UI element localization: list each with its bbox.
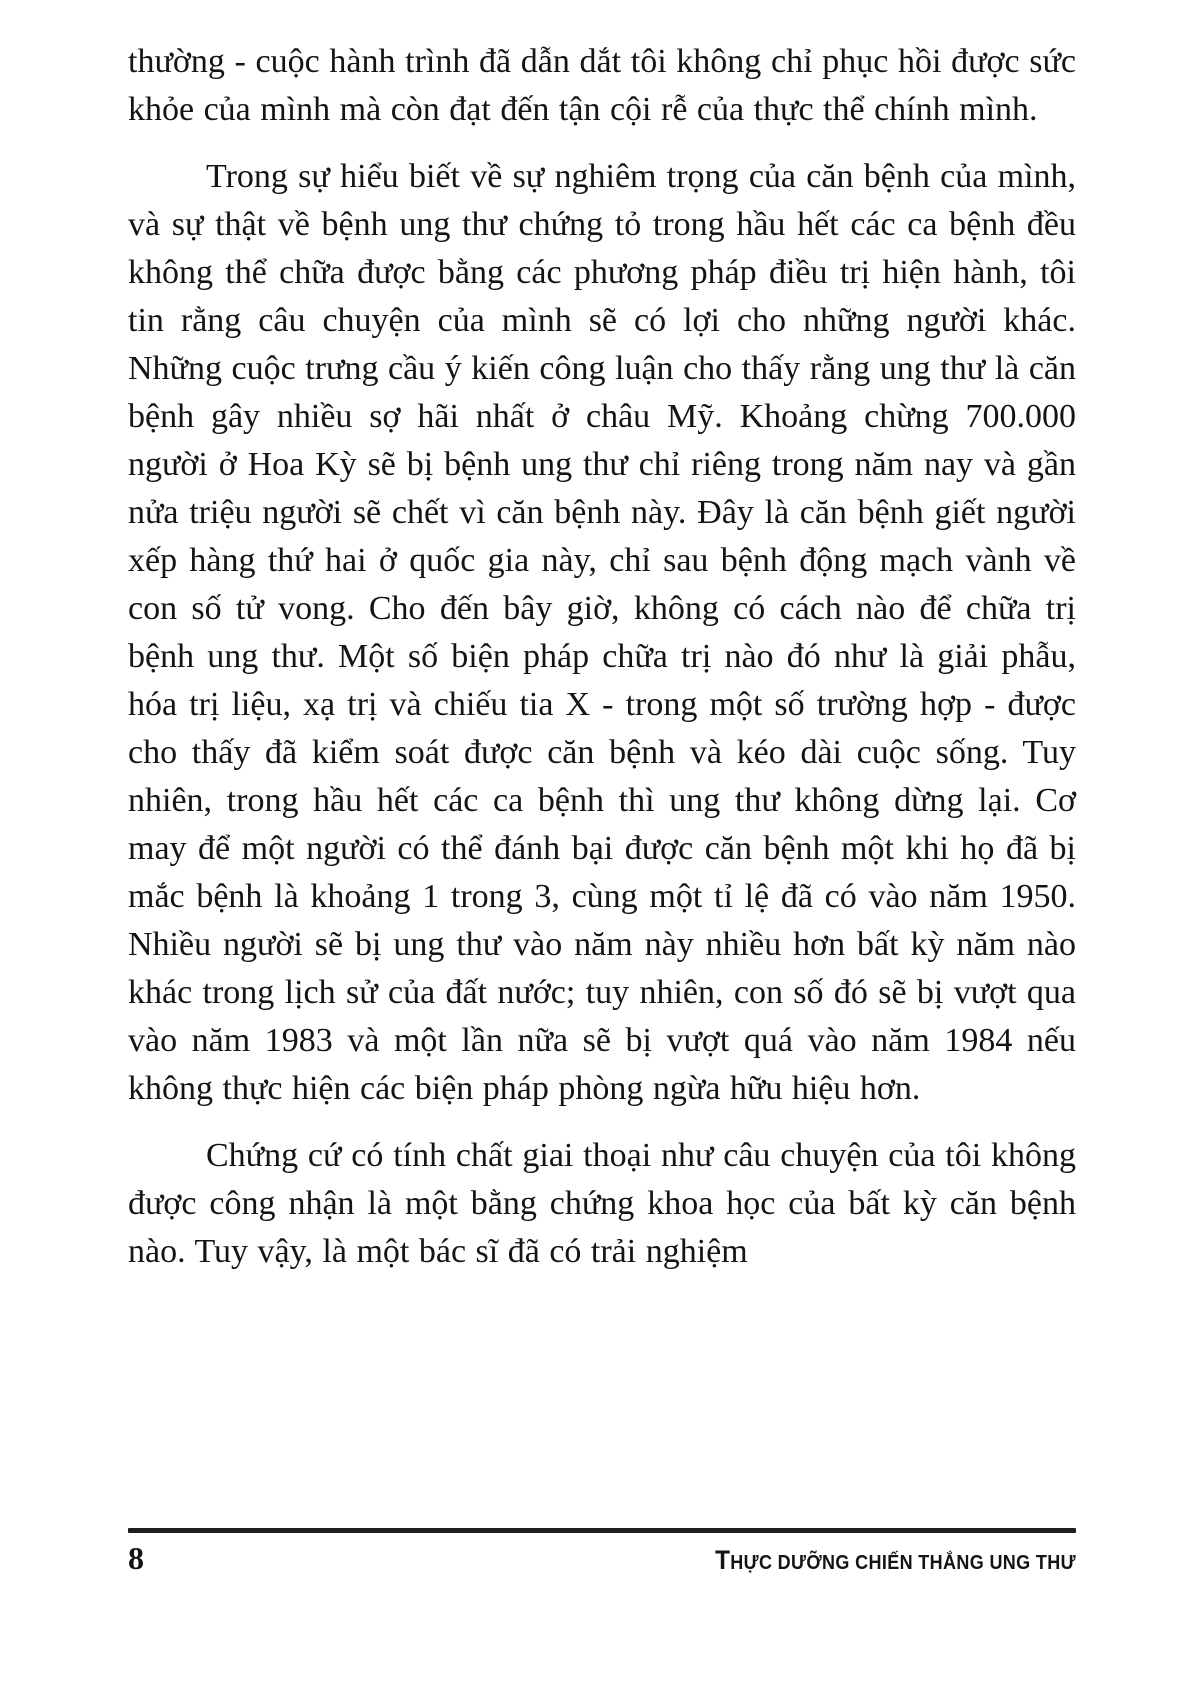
body-paragraph: Chứng cứ có tính chất giai thoại như câu chuyện của tôi không được công nhận là một bằng chứng khoa học của bất kỳ căn bệnh nào. Tuy vậy, là một bác sĩ đã có trải nghiệm [128,1137,1076,1270]
footer-divider [128,1528,1076,1533]
page-number: 8 [128,1540,144,1576]
body-paragraph: Trong sự hiểu biết về sự nghiêm trọng của căn bệnh của mình, và sự thật về bệnh ung thư chứng tỏ trong hầu hết các ca bệnh đều không thể chữa được bằng các phương pháp điều trị hiện hành, tôi tin rằng câu chuyện của mình sẽ có lợi cho những người khác. Những cuộc trưng cầu ý kiến công luận cho thấy rằng ung thư là căn bệnh gây nhiều sợ hãi nhất ở châu Mỹ. Khoảng chừng 700.000 người ở Hoa Kỳ sẽ bị bệnh ung thư chỉ riêng trong năm nay và gần nửa triệu người sẽ chết vì căn bệnh này. Đây là căn bệnh giết người xếp hàng thứ hai ở quốc gia này, chỉ sau bệnh động mạch vành về con số tử vong. Cho đến bây giờ, không có cách nào để chữa trị bệnh ung thư. Một số biện pháp chữa trị nào đó như là giải phẫu, hóa trị liệu, xạ trị và chiếu tia X - trong một số trường hợp - được cho thấy đã kiểm soát được căn bệnh và kéo dài cuộc sống. Tuy nhiên, trong hầu hết các ca bệnh thì ung thư không dừng lại. Cơ may để một người có thể đánh bại được căn bệnh một khi họ đã bị mắc bệnh là khoảng 1 trong 3, cùng một tỉ lệ đã có vào năm 1950. Nhiều người sẽ bị ung thư vào năm này nhiều hơn bất kỳ năm nào khác trong lịch sử của đất nước; tuy nhiên, con số đó sẽ bị vượt qua vào năm 1983 và một lần nữa sẽ bị vượt quá vào năm 1984 nếu không thực hiện các biện pháp phòng ngừa hữu hiệu hơn. [128,158,1076,1107]
body-paragraph: thường - cuộc hành trình đã dẫn dắt tôi không chỉ phục hồi được sức khỏe của mình mà còn đạt đến tận cội rễ của thực thể chính mình. [128,43,1076,128]
footer-row [128,1542,1076,1576]
page-footer [128,1528,1076,1576]
running-book-title: THỰC DƯỠNG CHIẾN THẮNG UNG THƯ [715,1545,1076,1575]
page-body [128,38,1076,1295]
